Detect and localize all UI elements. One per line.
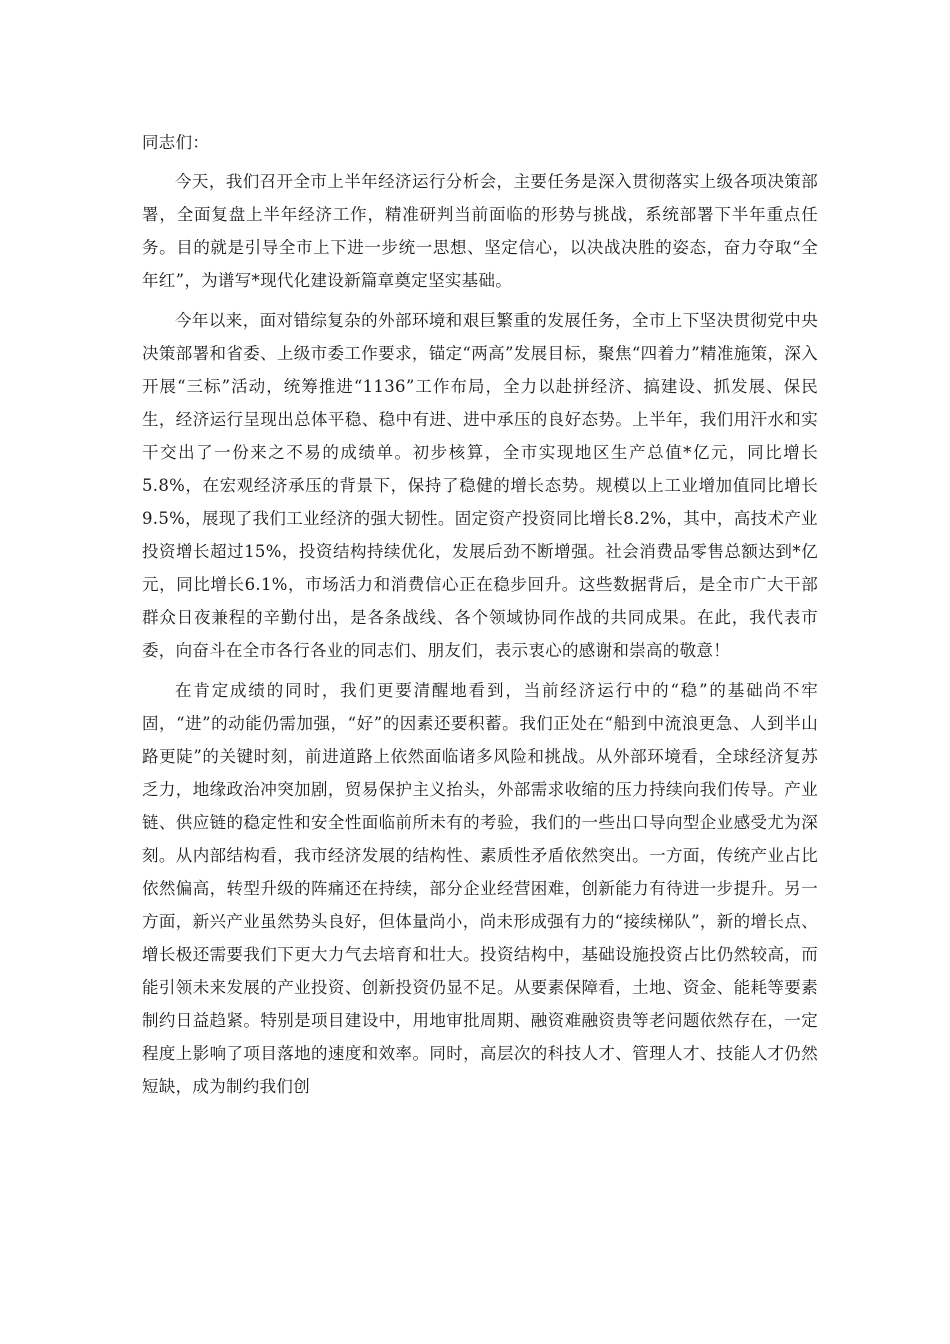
document-body [142, 126, 818, 1110]
salutation: 同志们： [142, 133, 210, 152]
paragraph-challenges: 在肯定成绩的同时，我们更要清醒地看到，当前经济运行中的“稳”的基础尚不牢固，“进”的动能仍需加强，“好”的因素还要积蓄。我们正处在“船到中流浪更急、人到半山路更陡”的关键时刻，前进道路上依然面临诸多风险和挑战。从外部环境看，全球经济复苏乏力，地缘政治冲突加剧，贸易保护主义抬头，外部需求收缩的压力持续向我们传导。产业链、供应链的稳定性和安全性面临前所未有的考验，我们的一些出口导向型企业感受尤为深刻。从内部结构看，我市经济发展的结构性、素质性矛盾依然突出。一方面，传统产业占比依然偏高，转型升级的阵痛还在持续，部分企业经营困难，创新能力有待进一步提升。另一方面，新兴产业虽然势头良好，但体量尚小，尚未形成强有力的“接续梯队”，新的增长点、增长极还需要我们下更大力气去培育和壮大。投资结构中，基础设施投资占比仍然较高，而能引领未来发展的产业投资、创新投资仍显不足。从要素保障看，土地、资金、能耗等要素制约日益趋紧。特别是项目建设中，用地审批周期、融资难融资贵等老问题依然存在，一定程度上影响了项目落地的速度和效率。同时，高层次的科技人才、管理人才、技能人才仍然短缺，成为制约我们创 [142, 681, 818, 1096]
paragraph-opening: 今天，我们召开全市上半年经济运行分析会，主要任务是深入贯彻落实上级各项决策部署，全面复盘上半年经济工作，精准研判当前面临的形势与挑战，系统部署下半年重点任务。目的就是引导全市上下进一步统一思想、坚定信心，以决战决胜的姿态，奋力夺取“全年红”，为谱写*现代化建设新篇章奠定坚实基础。 [142, 172, 818, 290]
paragraph-achievements: 今年以来，面对错综复杂的外部环境和艰巨繁重的发展任务，全市上下坚决贯彻党中央决策部署和省委、上级市委工作要求，锚定“两高”发展目标，聚焦“四着力”精准施策，深入开展“三标”活动，统筹推进“1136”工作布局，全力以赴拼经济、搞建设、抓发展、保民生，经济运行呈现出总体平稳、稳中有进、进中承压的良好态势。上半年，我们用汗水和实干交出了一份来之不易的成绩单。初步核算，全市实现地区生产总值*亿元，同比增长5.8%，在宏观经济承压的背景下，保持了稳健的增长态势。规模以上工业增加值同比增长9.5%，展现了我们工业经济的强大韧性。固定资产投资同比增长8.2%，其中，高技术产业投资增长超过15%，投资结构持续优化，发展后劲不断增强。社会消费品零售总额达到*亿元，同比增长6.1%，市场活力和消费信心正在稳步回升。这些数据背后，是全市广大干部群众日夜兼程的辛勤付出，是各条战线、各个领域协同作战的共同成果。在此，我代表市委，向奋斗在全市各行各业的同志们、朋友们，表示衷心的感谢和崇高的敬意！ [142, 311, 818, 660]
